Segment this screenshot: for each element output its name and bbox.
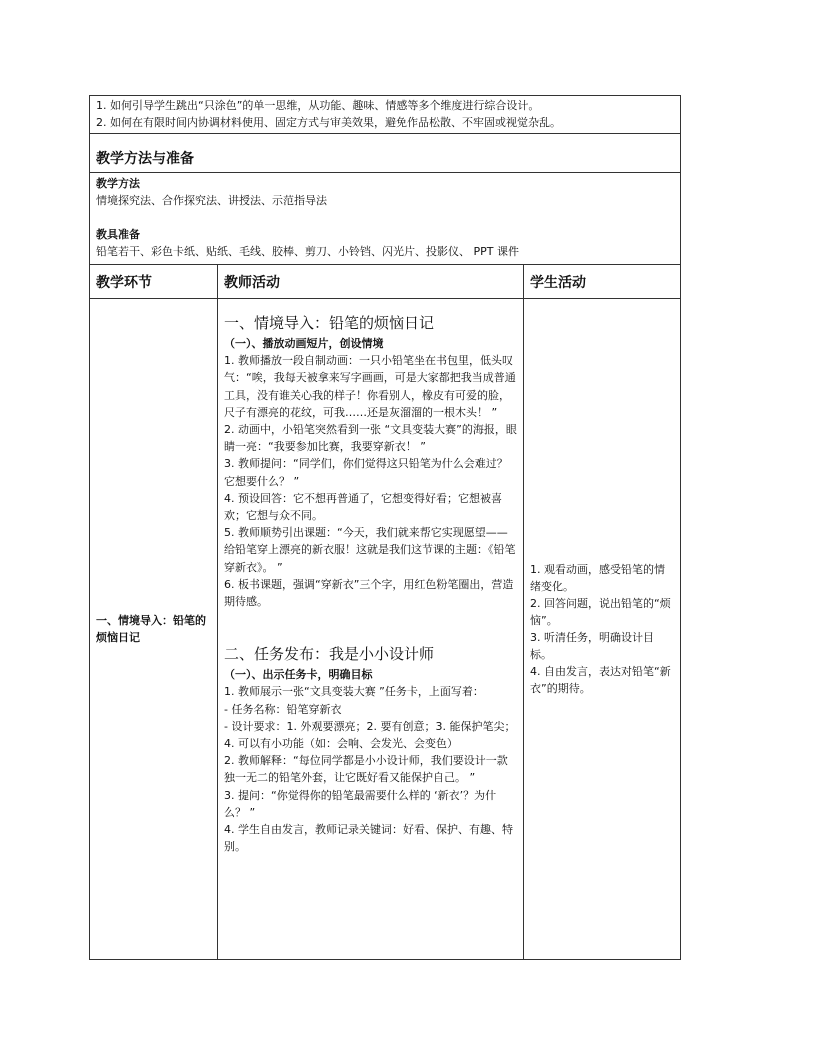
teacher-line: 5. 教师顺势引出课题：“今天，我们就来帮它实现愿望——给铅笔穿上漂亮的新衣服！这就是我们这节课的主题：《铅笔穿新衣》。 ” [224,526,516,574]
tools-text: 铅笔若干、彩色卡纸、贴纸、毛线、胶棒、剪刀、小铃铛、闪光片、投影仪、 PPT 课件 [96,245,519,258]
teacher-line: 3. 提问：“你觉得你的铅笔最需要什么样的 ‘新衣’？为什么？ ” [224,788,497,819]
difficulty-item: 1. 如何引导学生跳出“只涂色”的单一思维，从功能、趣味、情感等多个维度进行综合设计。 [96,99,540,112]
teacher-line: 1. 教师播放一段自制动画：一只小铅笔坐在书包里，低头叹气：“唉，我每天被拿来写字画画，可是大家都把我当成普通工具，没有谁关心我的样子！你看别人，橡皮有可爱的脸，尺子有漂亮的花纹，可我……还是灰溜溜的一根木头！ ” [224,354,516,419]
teacher-line: 2. 教师解释：“每位同学都是小小设计师，我们要设计一款独一无二的铅笔外套，让它既好看又能保护自己。 ” [224,754,508,785]
stage-cell: 一、情境导入：铅笔的烦恼日记 [90,299,218,960]
student-line: 3. 听清任务，明确设计目标。 [530,631,654,661]
difficulties-cell [90,96,681,134]
activity-row [90,299,681,960]
teacher-line: 4. 学生自由发言，教师记录关键词：好看、保护、有趣、特别。 [224,823,513,854]
part1-subtitle: （一）、播放动画短片，创设情境 [224,337,384,350]
student-line: 2. 回答问题，说出铅笔的“烦恼”。 [530,597,671,627]
teacher-line: - 设计要求：1. 外观要漂亮；2. 要有创意；3. 能保护笔尖；4. 可以有小功能（如：会响、会发光、会变色） [224,719,516,751]
header-teacher: 教师活动 [218,265,524,299]
teacher-line: 2. 动画中，小铅笔突然看到一张 “文具变装大赛”的海报，眼睛一亮：“我要参加比赛，我要穿新衣！ ” [224,423,517,454]
teacher-line: - 任务名称：铅笔穿新衣 [224,702,342,716]
difficulty-item: 2. 如何在有限时间内协调材料使用、固定方式与审美效果，避免作品松散、不牢固或视觉杂乱。 [96,116,561,129]
header-stage: 教学环节 [90,265,218,299]
methods-label: 教学方法 [96,177,140,190]
methods-text: 情境探究法、合作探究法、讲授法、示范指导法 [96,194,327,207]
part2-title: 二、任务发布：我是小小设计师 [224,645,435,664]
lesson-plan-page [89,95,680,960]
spacer [96,209,674,226]
difficulties-row [90,96,681,134]
methods-cell [90,173,681,265]
spacer [224,610,517,644]
lesson-plan-table [89,95,681,960]
student-activity-cell [524,299,681,960]
teacher-line: 4. 预设回答：它不想再普通了，它想变得好看；它想被喜欢；它想与众不同。 [224,491,502,523]
part1-title: 一、情境导入：铅笔的烦恼日记 [224,314,435,332]
teacher-line: 1. 教师展示一张“文具变装大赛 ”任务卡，上面写着： [224,685,484,699]
teacher-line: 6. 板书课题，强调“穿新衣”三个字，用红色粉笔圈出，营造期待感。 [224,577,514,609]
teacher-activity-cell [218,299,524,960]
tools-label: 教具准备 [96,228,140,241]
section-title: 教学方法与准备 [90,134,681,173]
teacher-line: 3. 教师提问：“同学们，你们觉得这只铅笔为什么会难过？它想要什么？ ” [224,457,508,488]
part2-subtitle: （一）、出示任务卡，明确目标 [224,668,373,682]
student-line: 4. 自由发言，表达对铅笔“新衣”的期待。 [530,665,671,695]
header-student: 学生活动 [524,265,681,299]
methods-heading-row [90,134,681,173]
table-header-row [90,265,681,299]
methods-row [90,173,681,265]
student-line: 1. 观看动画，感受铅笔的情绪变化。 [530,563,665,593]
